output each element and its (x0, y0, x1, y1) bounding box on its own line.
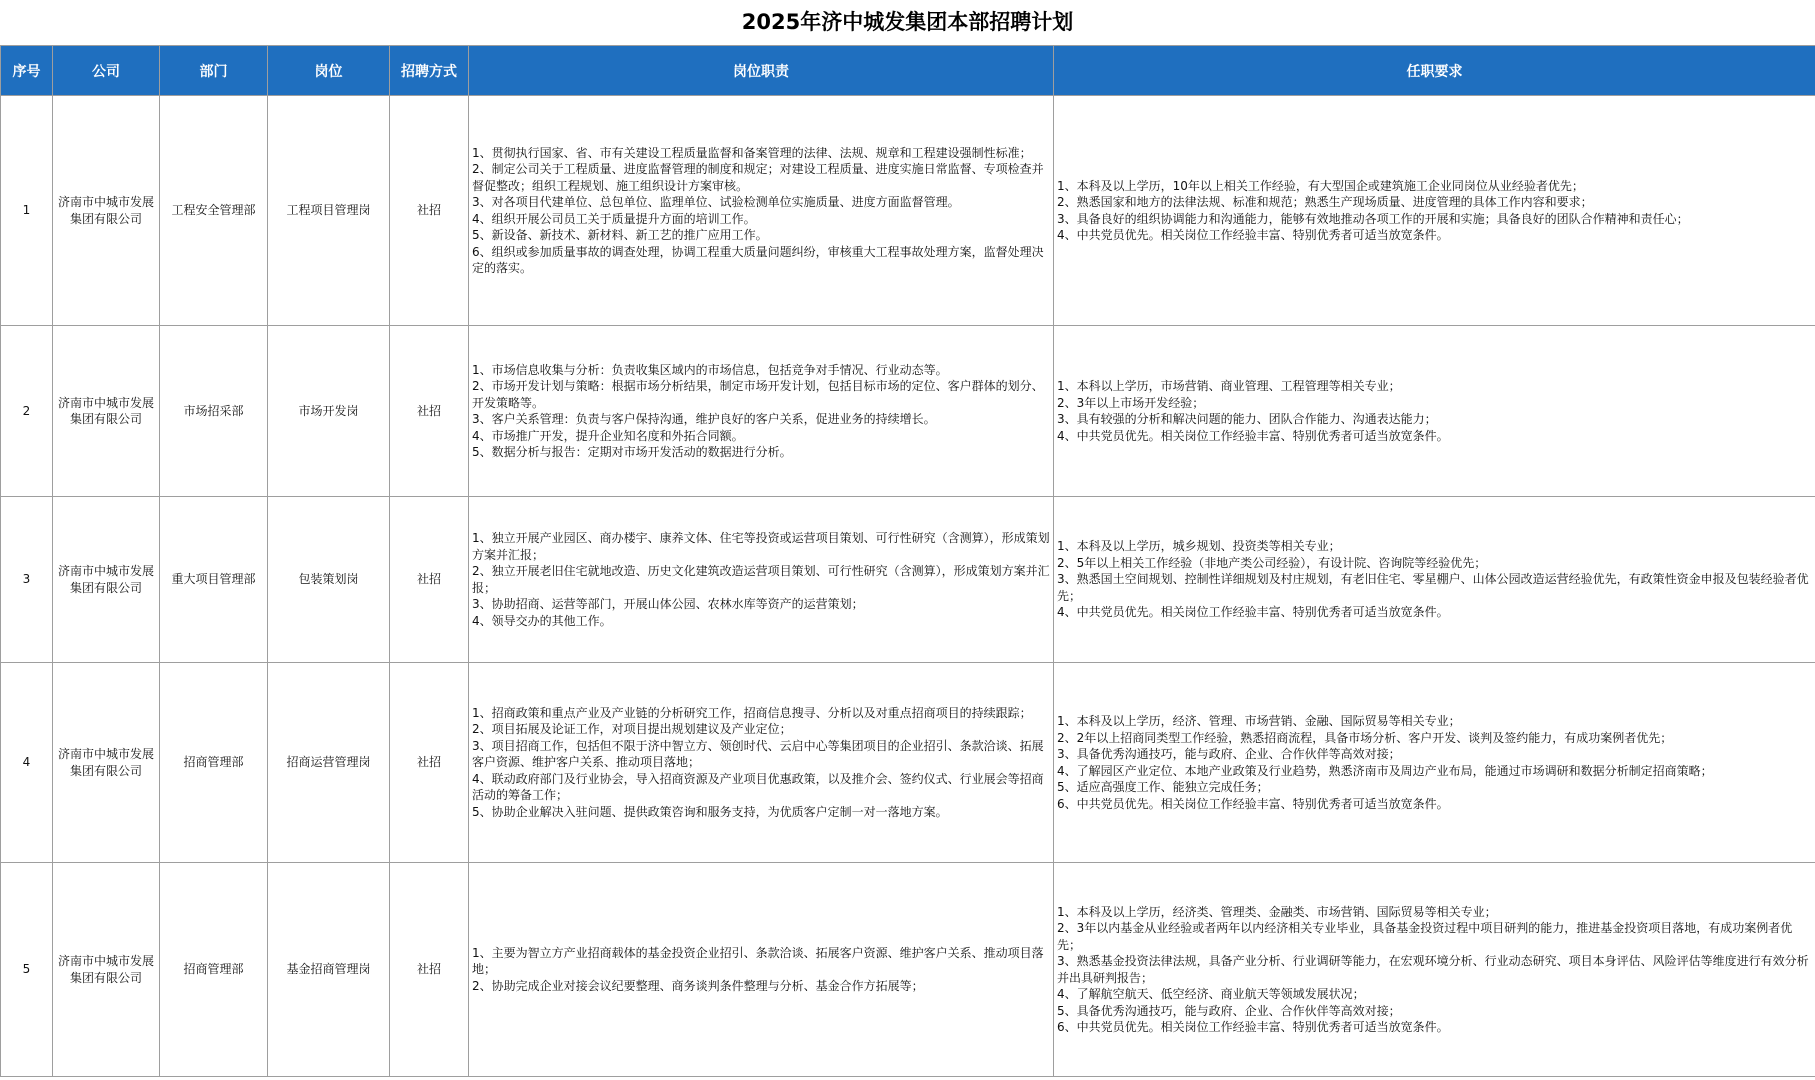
duty-line: 2、独立开展老旧住宅就地改造、历史文化建筑改造运营项目策划、可行性研究（含测算），形成策划方案并汇报； (472, 564, 1050, 595)
cell-company: 济南市中城市发展集团有限公司 (53, 497, 160, 663)
requirement-line: 5、具备优秀沟通技巧，能与政府、企业、合作伙伴等高效对接； (1057, 1003, 1401, 1018)
duty-line: 2、协助完成企业对接会议纪要整理、商务谈判条件整理与分析、基金合作方拓展等； (472, 978, 924, 993)
duty-line: 1、贯彻执行国家、省、市有关建设工程质量监督和备案管理的法律、法规、规章和工程建设强制性标准； (472, 145, 1032, 160)
column-header-requirements: 任职要求 (1054, 46, 1815, 96)
requirement-line: 1、本科及以上学历，城乡规划、投资类等相关专业； (1057, 539, 1341, 554)
requirement-line: 4、中共党员优先。相关岗位工作经验丰富、特别优秀者可适当放宽条件。 (1057, 605, 1449, 620)
duty-line: 4、联动政府部门及行业协会，导入招商资源及产业项目优惠政策，以及推介会、签约仪式、行业展会等招商活动的筹备工作； (472, 771, 1044, 803)
column-header-no: 序号 (1, 46, 53, 96)
requirement-line: 3、熟悉基金投资法律法规，具备产业分析、行业调研等能力，在宏观环境分析、行业动态研究、项目本身评估、风险评估等维度进行有效分析并出具研判报告； (1057, 954, 1809, 985)
duty-line: 1、招商政策和重点产业及产业链的分析研究工作，招商信息搜寻、分析以及对重点招商项目的持续跟踪； (472, 705, 1032, 720)
requirement-line: 2、2年以上招商同类型工作经验，熟悉招商流程，具备市场分析、客户开发、谈判及签约能力，有成功案例者优先； (1057, 730, 1673, 745)
duty-line: 4、市场推广开发，提升企业知名度和外拓合同额。 (472, 428, 744, 443)
cell-no: 4 (1, 663, 53, 863)
column-header-department: 部门 (160, 46, 268, 96)
column-header-position: 岗位 (268, 46, 390, 96)
cell-company: 济南市中城市发展集团有限公司 (53, 863, 160, 1077)
cell-position: 包装策划岗 (268, 497, 390, 663)
cell-requirements (1054, 497, 1815, 663)
requirement-line: 1、本科及以上学历，经济类、管理类、金融类、市场营销、国际贸易等相关专业； (1057, 904, 1497, 919)
cell-company: 济南市中城市发展集团有限公司 (53, 96, 160, 326)
cell-position: 招商运营管理岗 (268, 663, 390, 863)
cell-department: 招商管理部 (160, 663, 268, 863)
duty-line: 5、新设备、新技术、新材料、新工艺的推广应用工作。 (472, 228, 768, 242)
cell-no: 5 (1, 863, 53, 1077)
requirement-line: 6、中共党员优先。相关岗位工作经验丰富、特别优秀者可适当放宽条件。 (1057, 796, 1449, 811)
duty-line: 5、数据分析与报告：定期对市场开发活动的数据进行分析。 (472, 445, 792, 459)
duty-line: 4、领导交办的其他工作。 (472, 613, 612, 628)
duty-line: 6、组织或参加质量事故的调查处理，协调工程重大质量问题纠纷，审核重大工程事故处理方案，监督处理决定的落实。 (472, 244, 1044, 275)
table-row (1, 863, 1815, 1077)
cell-no: 3 (1, 497, 53, 663)
cell-method: 社招 (390, 863, 469, 1077)
cell-duties (469, 497, 1054, 663)
cell-position: 市场开发岗 (268, 326, 390, 497)
cell-company: 济南市中城市发展集团有限公司 (53, 663, 160, 863)
requirement-line: 1、本科及以上学历，10年以上相关工作经验，有大型国企或建筑施工企业同岗位从业经验者优先； (1057, 178, 1584, 193)
cell-requirements (1054, 96, 1815, 326)
duty-line: 1、主要为智立方产业招商载体的基金投资企业招引、条款洽谈、拓展客户资源、维护客户关系、推动项目落地； (472, 945, 1044, 977)
duty-line: 2、项目拓展及论证工作，对项目提出规划建议及产业定位； (472, 722, 792, 737)
table-row (1, 663, 1815, 863)
cell-method: 社招 (390, 497, 469, 663)
duty-line: 3、对各项目代建单位、总包单位、监理单位、试验检测单位实施质量、进度方面监督管理。 (472, 195, 960, 209)
cell-method: 社招 (390, 663, 469, 863)
cell-method: 社招 (390, 326, 469, 497)
table-row (1, 326, 1815, 497)
cell-duties (469, 326, 1054, 497)
cell-department: 招商管理部 (160, 863, 268, 1077)
requirement-line: 4、了解园区产业定位、本地产业政策及行业趋势，熟悉济南市及周边产业布局，能通过市场调研和数据分析制定招商策略； (1057, 763, 1713, 778)
cell-method: 社招 (390, 96, 469, 326)
column-header-method: 招聘方式 (390, 46, 469, 96)
requirement-line: 3、具备良好的组织协调能力和沟通能力，能够有效地推动各项工作的开展和实施；具备良好的团队合作精神和责任心； (1057, 211, 1689, 226)
table-row (1, 497, 1815, 663)
cell-duties (469, 96, 1054, 326)
requirement-line: 2、3年以内基金从业经验或者两年以内经济相关专业毕业，具备基金投资过程中项目研判的能力，推进基金投资项目落地，有成功案例者优先； (1057, 921, 1793, 952)
requirement-line: 2、3年以上市场开发经验； (1057, 395, 1205, 410)
requirement-line: 5、适应高强度工作、能独立完成任务； (1057, 780, 1269, 794)
duty-line: 3、客户关系管理：负责与客户保持沟通，维护良好的客户关系，促进业务的持续增长。 (472, 412, 936, 426)
header-row (1, 46, 1815, 96)
cell-no: 1 (1, 96, 53, 326)
requirement-line: 2、熟悉国家和地方的法律法规、标准和规范；熟悉生产现场质量、进度管理的具体工作内容和要求； (1057, 195, 1593, 209)
requirement-line: 1、本科及以上学历，经济、管理、市场营销、金融、国际贸易等相关专业； (1057, 714, 1461, 728)
page-title: 2025年济中城发集团本部招聘计划 (741, 10, 1074, 34)
cell-company: 济南市中城市发展集团有限公司 (53, 326, 160, 497)
requirement-line: 3、具备优秀沟通技巧，能与政府、企业、合作伙伴等高效对接； (1057, 747, 1401, 761)
requirement-line: 4、了解航空航天、低空经济、商业航天等领域发展状况； (1057, 987, 1365, 1001)
cell-requirements (1054, 326, 1815, 497)
table-row (1, 96, 1815, 326)
duty-line: 2、制定公司关于工程质量、进度监督管理的制度和规定；对建设工程质量、进度实施日常监督、专项检查并督促整改；组织工程规划、施工组织设计方案审核。 (472, 162, 1044, 193)
duty-line: 1、市场信息收集与分析：负责收集区域内的市场信息，包括竞争对手情况、行业动态等。 (472, 362, 948, 377)
requirement-line: 4、中共党员优先。相关岗位工作经验丰富、特别优秀者可适当放宽条件。 (1057, 428, 1449, 443)
duty-line: 3、协助招商、运营等部门，开展山体公园、农林水库等资产的运营策划； (472, 597, 864, 611)
duty-line: 3、项目招商工作，包括但不限于济中智立方、领创时代、云启中心等集团项目的企业招引、条款洽谈、拓展客户资源、维护客户关系、推动项目落地； (472, 738, 1044, 770)
cell-department: 市场招采部 (160, 326, 268, 497)
cell-duties (469, 663, 1054, 863)
duty-line: 4、组织开展公司员工关于质量提升方面的培训工作。 (472, 211, 756, 226)
column-header-company: 公司 (53, 46, 160, 96)
requirement-line: 3、熟悉国土空间规划、控制性详细规划及村庄规划，有老旧住宅、零星棚户、山体公园改造运营经验优先，有政策性资金申报及包装经验者优先； (1057, 572, 1809, 603)
duty-line: 1、独立开展产业园区、商办楼宇、康养文体、住宅等投资或运营项目策划、可行性研究（含测算），形成策划方案并汇报； (472, 531, 1050, 562)
cell-position: 基金招商管理岗 (268, 863, 390, 1077)
duty-line: 2、市场开发计划与策略：根据市场分析结果，制定市场开发计划，包括目标市场的定位、客户群体的划分、开发策略等。 (472, 379, 1044, 410)
cell-position: 工程项目管理岗 (268, 96, 390, 326)
requirement-line: 3、具有较强的分析和解决问题的能力、团队合作能力、沟通表达能力； (1057, 412, 1437, 426)
cell-department: 重大项目管理部 (160, 497, 268, 663)
requirement-line: 4、中共党员优先。相关岗位工作经验丰富、特别优秀者可适当放宽条件。 (1057, 228, 1449, 242)
requirement-line: 6、中共党员优先。相关岗位工作经验丰富、特别优秀者可适当放宽条件。 (1057, 1020, 1449, 1034)
cell-no: 2 (1, 326, 53, 497)
cell-department: 工程安全管理部 (160, 96, 268, 326)
duty-line: 5、协助企业解决入驻问题、提供政策咨询和服务支持，为优质客户定制一对一落地方案。 (472, 804, 948, 819)
column-header-duties: 岗位职责 (469, 46, 1054, 96)
cell-requirements (1054, 863, 1815, 1077)
requirement-line: 1、本科以上学历，市场营销、商业管理、工程管理等相关专业； (1057, 379, 1401, 393)
recruitment-table (0, 45, 1815, 1077)
cell-duties (469, 863, 1054, 1077)
cell-requirements (1054, 663, 1815, 863)
requirement-line: 2、5年以上相关工作经验（非地产类公司经验），有设计院、咨询院等经验优先； (1057, 555, 1487, 570)
